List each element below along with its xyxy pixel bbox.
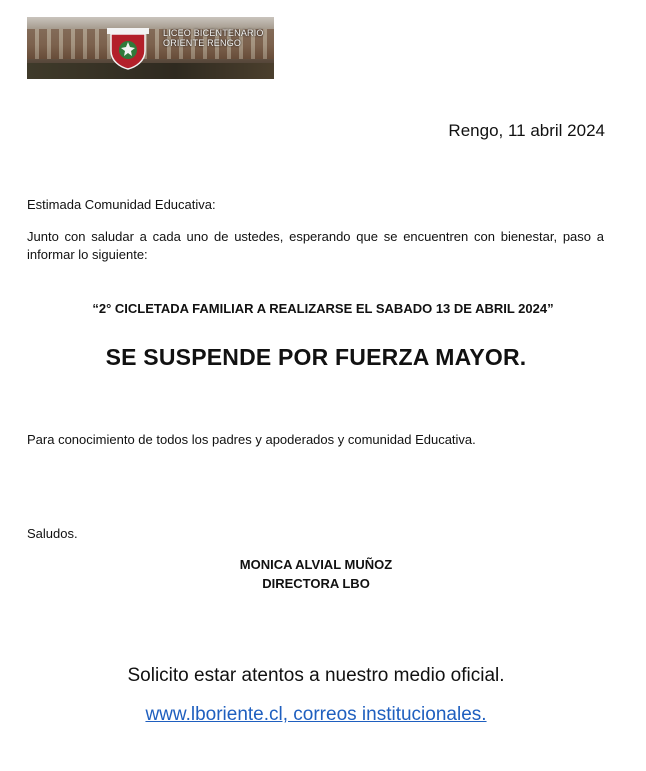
footer-link[interactable]: www.lboriente.cl, correos institucionales. (145, 704, 487, 725)
letter-date: Rengo, 11 abril 2024 (448, 121, 605, 140)
school-name-line1: LICEO BICENTENARIO (163, 28, 264, 38)
event-title: “2° CICLETADA FAMILIAR A REALIZARSE EL SABADO 13 DE ABRIL 2024” (92, 301, 554, 316)
signature-name: MONICA ALVIAL MUÑOZ (239, 557, 393, 572)
greeting: Estimada Comunidad Educativa: (27, 197, 216, 212)
farewell: Saludos. (27, 526, 78, 541)
suspension-headline: SE SUSPENDE POR FUERZA MAYOR. (105, 344, 527, 370)
school-name (163, 28, 264, 48)
school-crest-icon (105, 25, 151, 71)
notice-paragraph: Para conocimiento de todos los padres y apoderados y comunidad Educativa. (27, 432, 476, 447)
intro-paragraph: Junto con saludar a cada uno de ustedes, esperando que se encuentren con bienestar, paso a informar lo siguiente: (27, 229, 604, 262)
signature-title: DIRECTORA LBO (262, 576, 370, 591)
footer-message: Solicito estar atentos a nuestro medio oficial. (127, 665, 505, 686)
school-name-line2: ORIENTE RENGO (163, 38, 242, 48)
school-banner (27, 17, 274, 79)
